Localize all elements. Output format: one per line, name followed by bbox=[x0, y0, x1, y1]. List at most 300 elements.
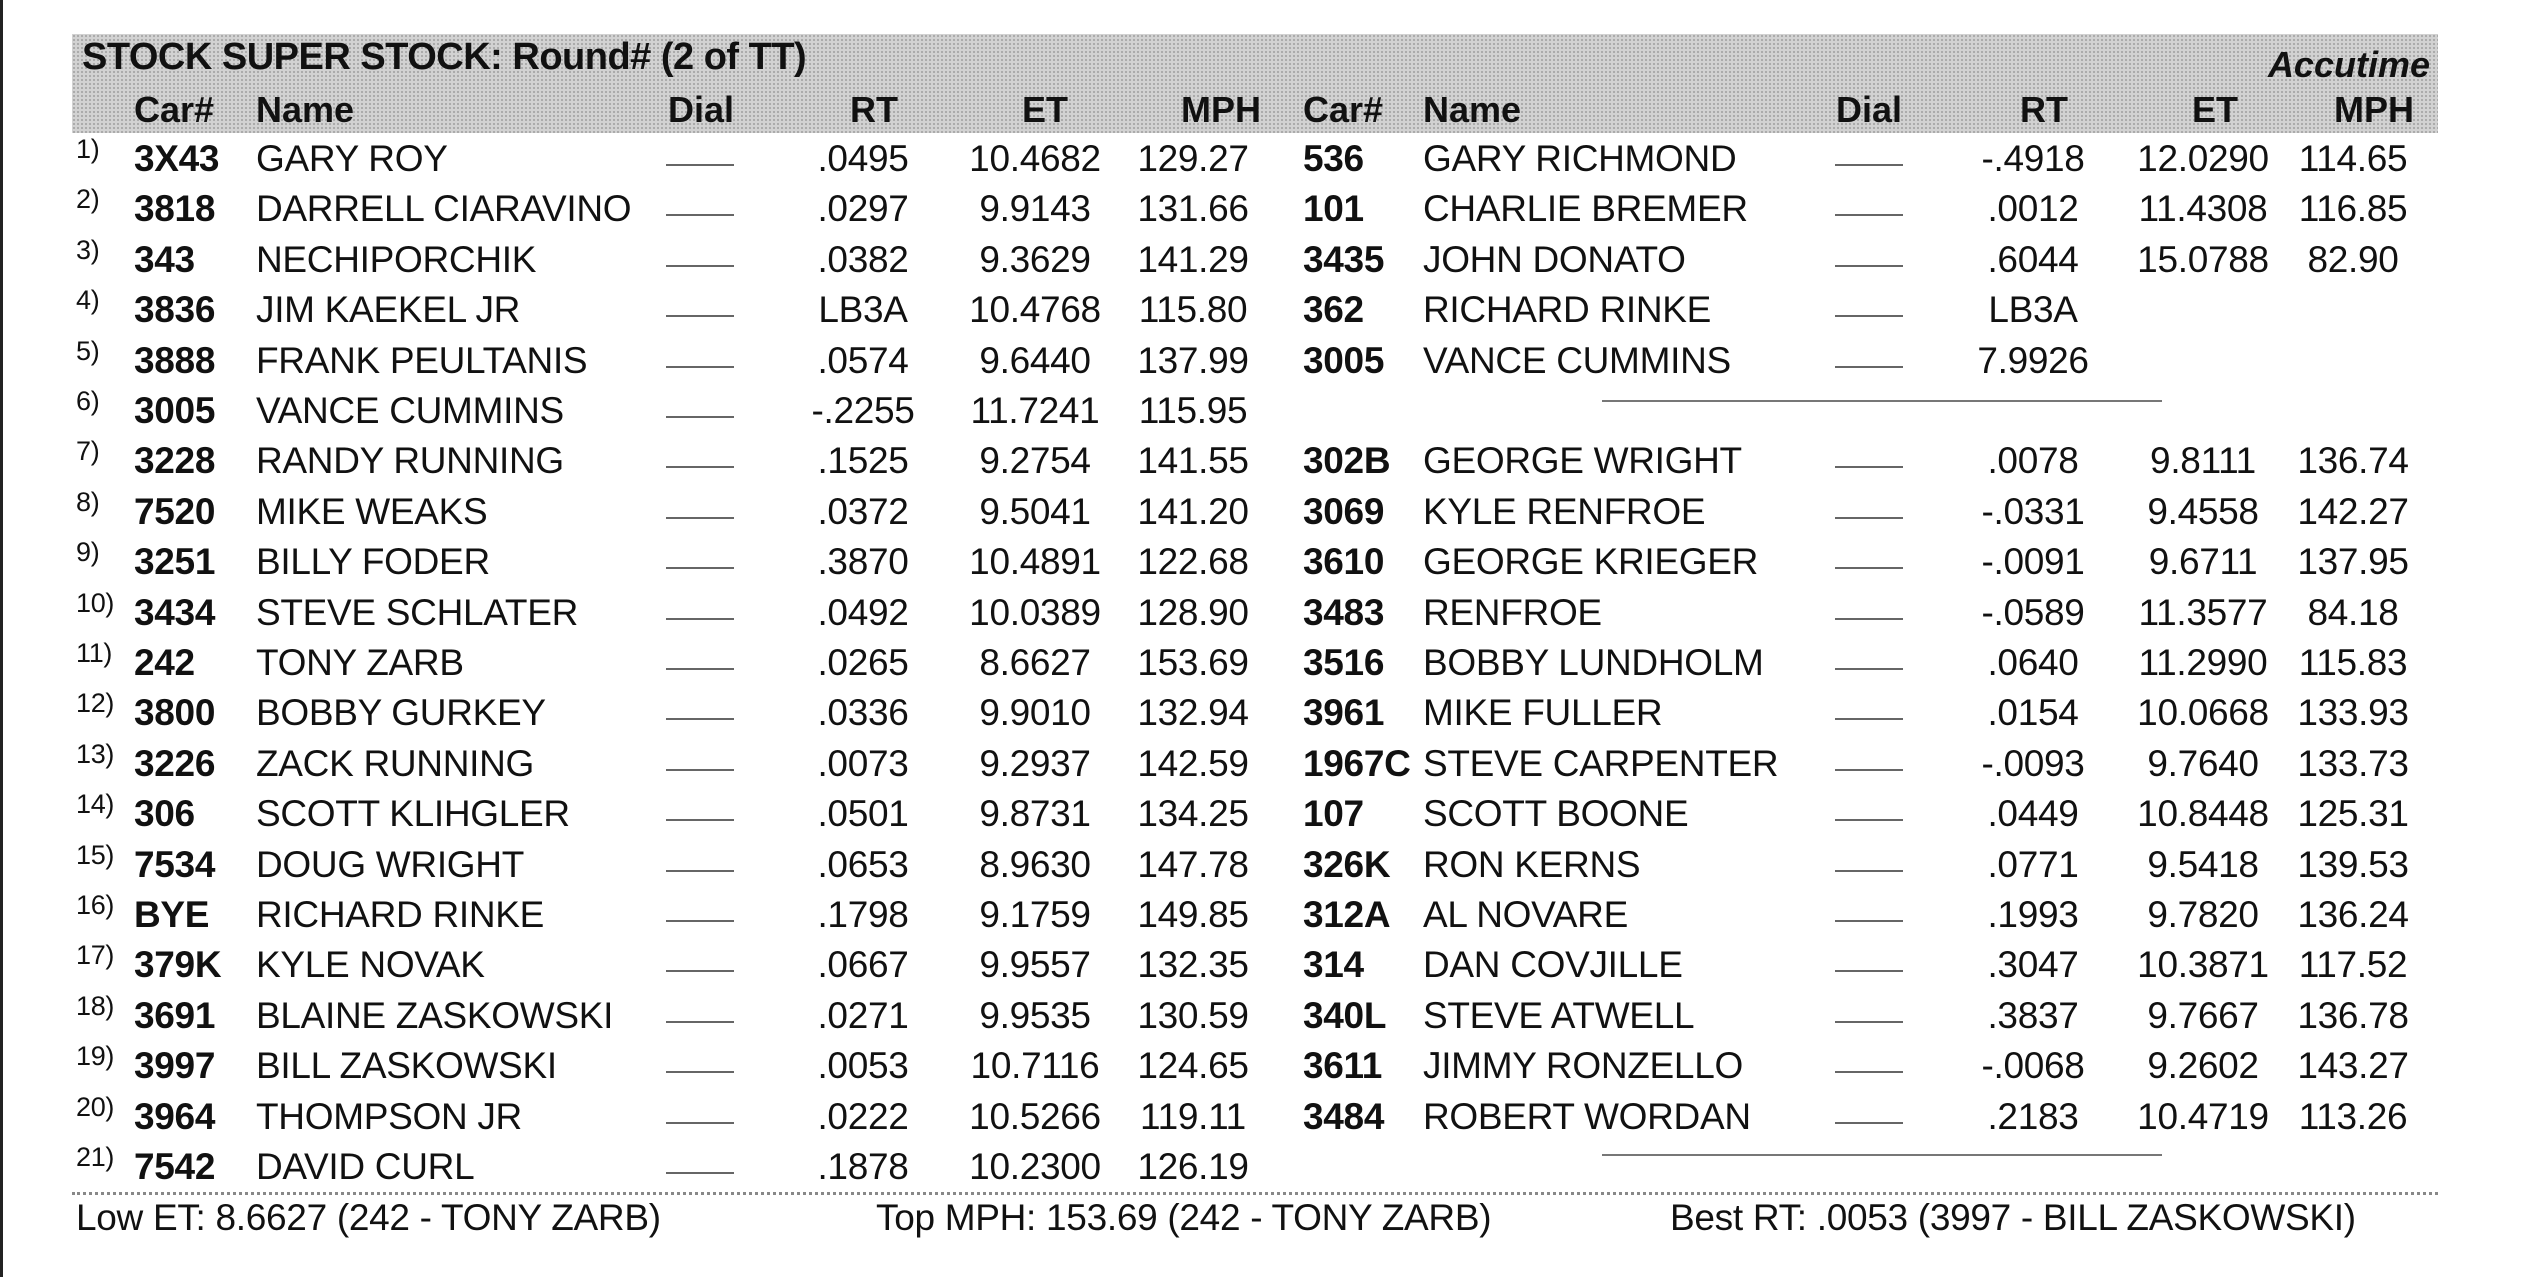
pair-number: 3) bbox=[76, 234, 100, 265]
left-car-number: 3997 bbox=[134, 1045, 216, 1087]
left-driver-name: VANCE CUMMINS bbox=[256, 390, 564, 431]
left-car-number: 3228 bbox=[134, 440, 216, 482]
left-speed-mph: 141.20 bbox=[1137, 490, 1249, 532]
col-header-dial-left: Dial bbox=[668, 89, 735, 130]
left-elapsed-time: 9.5041 bbox=[979, 490, 1091, 532]
pairing-row bbox=[72, 588, 2438, 638]
left-elapsed-time: 10.0389 bbox=[969, 591, 1101, 633]
left-reaction-time: LB3A bbox=[818, 289, 908, 331]
pairing-row bbox=[72, 436, 2438, 486]
right-car-number: 362 bbox=[1303, 289, 1364, 331]
left-car-number: 3691 bbox=[134, 994, 216, 1036]
right-speed-mph: 133.93 bbox=[2297, 692, 2409, 734]
right-driver-name: JIMMY RONZELLO bbox=[1423, 1045, 1743, 1087]
left-driver-name: TONY ZARB bbox=[256, 642, 464, 683]
left-dial-blank bbox=[666, 1021, 734, 1023]
right-speed-mph: 136.24 bbox=[2297, 894, 2409, 935]
left-elapsed-time: 9.9143 bbox=[979, 188, 1091, 230]
right-car-number: 3483 bbox=[1303, 591, 1385, 633]
right-dial-blank bbox=[1835, 164, 1903, 166]
right-car-number: 340L bbox=[1303, 994, 1387, 1036]
pair-number: 17) bbox=[76, 940, 115, 971]
left-elapsed-time: 10.4768 bbox=[969, 289, 1101, 331]
left-driver-name: BILLY FODER bbox=[256, 541, 490, 583]
right-elapsed-time: 9.8111 bbox=[2150, 440, 2256, 482]
pairing-row bbox=[72, 840, 2438, 890]
left-dial-blank bbox=[666, 1071, 734, 1073]
left-dial-blank bbox=[666, 466, 734, 468]
right-car-number: 326K bbox=[1303, 843, 1391, 885]
left-elapsed-time: 9.9535 bbox=[979, 994, 1091, 1036]
right-elapsed-time: 10.8448 bbox=[2137, 793, 2269, 835]
col-header-rt-right: RT bbox=[2020, 89, 2068, 130]
right-driver-name: CHARLIE BREMER bbox=[1423, 188, 1748, 230]
pairing-row bbox=[72, 688, 2438, 738]
pair-number: 1) bbox=[76, 134, 100, 164]
left-car-number: 3836 bbox=[134, 289, 216, 331]
pairing-row bbox=[72, 1092, 2438, 1142]
left-elapsed-time: 9.2754 bbox=[979, 440, 1091, 482]
left-car-number: 3226 bbox=[134, 742, 216, 784]
left-speed-mph: 122.68 bbox=[1137, 541, 1249, 583]
left-driver-name: SCOTT KLIHGLER bbox=[256, 793, 570, 835]
col-header-dial-right: Dial bbox=[1836, 89, 1903, 130]
left-elapsed-time: 10.5266 bbox=[969, 1095, 1101, 1137]
pair-number: 9) bbox=[76, 537, 100, 568]
right-elapsed-time: 11.3577 bbox=[2138, 591, 2268, 633]
right-driver-name: SCOTT BOONE bbox=[1423, 793, 1689, 835]
right-elapsed-time: 10.4719 bbox=[2137, 1095, 2269, 1137]
left-speed-mph: 149.85 bbox=[1137, 894, 1249, 935]
right-car-number: 536 bbox=[1303, 138, 1364, 179]
col-header-mph-left: MPH bbox=[1181, 89, 1261, 130]
left-elapsed-time: 11.7241 bbox=[970, 390, 1100, 431]
right-reaction-time: -.0589 bbox=[1981, 591, 2085, 633]
right-reaction-time: .1993 bbox=[1987, 894, 2079, 935]
pair-number: 20) bbox=[76, 1091, 115, 1122]
left-speed-mph: 132.94 bbox=[1137, 692, 1249, 734]
left-reaction-time: .0222 bbox=[817, 1095, 909, 1137]
col-header-mph-right: MPH bbox=[2334, 89, 2414, 130]
pairing-row bbox=[72, 789, 2438, 839]
right-elapsed-time: 15.0788 bbox=[2137, 238, 2269, 280]
pair-number: 18) bbox=[76, 990, 115, 1021]
right-reaction-time: -.0091 bbox=[1981, 541, 2085, 583]
pair-number: 14) bbox=[76, 789, 115, 820]
left-driver-name: JIM KAEKEL JR bbox=[256, 289, 521, 331]
left-dial-blank bbox=[666, 819, 734, 821]
left-dial-blank bbox=[666, 315, 734, 317]
pairing-row bbox=[72, 991, 2438, 1041]
right-elapsed-time: 9.6711 bbox=[2148, 541, 2258, 583]
col-header-car-right: Car# bbox=[1303, 89, 1384, 130]
col-header-et-left: ET bbox=[1022, 89, 1069, 130]
right-reaction-time: .0154 bbox=[1987, 692, 2079, 734]
right-elapsed-time: 9.2602 bbox=[2147, 1045, 2259, 1087]
left-driver-name: DARRELL CIARAVINO bbox=[256, 188, 632, 230]
left-elapsed-time: 9.9010 bbox=[979, 692, 1091, 734]
left-car-number: 7534 bbox=[134, 843, 216, 885]
right-elapsed-time: 12.0290 bbox=[2137, 138, 2269, 179]
right-elapsed-time: 9.7667 bbox=[2147, 994, 2259, 1036]
page-border bbox=[0, 0, 3, 1277]
right-speed-mph: 117.52 bbox=[2298, 944, 2408, 986]
right-elapsed-time: 9.5418 bbox=[2147, 843, 2259, 885]
right-driver-name: RON KERNS bbox=[1423, 843, 1641, 885]
right-driver-name: KYLE RENFROE bbox=[1423, 490, 1706, 532]
left-dial-blank bbox=[666, 718, 734, 720]
right-speed-mph: 139.53 bbox=[2297, 843, 2409, 885]
left-car-number: 7520 bbox=[134, 490, 216, 532]
pairing-row bbox=[72, 537, 2438, 587]
right-dial-blank bbox=[1835, 567, 1903, 569]
right-driver-name: GARY RICHMOND bbox=[1423, 138, 1737, 179]
left-reaction-time: .0382 bbox=[817, 238, 909, 280]
right-car-number: 3961 bbox=[1303, 692, 1385, 734]
right-speed-mph: 114.65 bbox=[2298, 138, 2408, 179]
right-car-number: 3611 bbox=[1303, 1045, 1383, 1087]
right-car-number: 3516 bbox=[1303, 642, 1385, 683]
left-elapsed-time: 9.2937 bbox=[979, 742, 1091, 784]
left-reaction-time: .0574 bbox=[817, 339, 909, 381]
left-reaction-time: .0667 bbox=[817, 944, 909, 986]
left-speed-mph: 129.27 bbox=[1137, 138, 1249, 179]
pairing-row bbox=[72, 487, 2438, 537]
left-elapsed-time: 9.1759 bbox=[979, 894, 1091, 935]
left-car-number: 3005 bbox=[134, 390, 216, 431]
left-dial-blank bbox=[666, 668, 734, 670]
right-reaction-time: .3047 bbox=[1987, 944, 2079, 986]
left-reaction-time: .0501 bbox=[817, 793, 909, 835]
pair-number: 15) bbox=[76, 839, 115, 870]
left-car-number: 3888 bbox=[134, 339, 216, 381]
right-elapsed-time: 10.0668 bbox=[2137, 692, 2269, 734]
left-driver-name: BLAINE ZASKOWSKI bbox=[256, 994, 614, 1036]
right-driver-name: RENFROE bbox=[1423, 591, 1602, 633]
footer-divider bbox=[72, 1192, 2438, 1195]
right-reaction-time: .0771 bbox=[1987, 843, 2079, 885]
left-car-number: 379K bbox=[134, 944, 222, 986]
right-dial-blank bbox=[1835, 668, 1903, 670]
left-speed-mph: 141.55 bbox=[1137, 440, 1249, 482]
results-sheet bbox=[72, 34, 2438, 1264]
pairing-row bbox=[72, 285, 2438, 335]
left-elapsed-time: 10.4891 bbox=[969, 541, 1101, 583]
right-dial-blank bbox=[1835, 618, 1903, 620]
pair-number: 6) bbox=[76, 386, 100, 416]
right-dial-blank bbox=[1835, 1021, 1903, 1023]
pair-number: 13) bbox=[76, 738, 115, 769]
right-car-number: 3610 bbox=[1303, 541, 1385, 583]
left-elapsed-time: 9.3629 bbox=[979, 238, 1091, 280]
right-reaction-time: LB3A bbox=[1988, 289, 2078, 331]
pairing-row bbox=[72, 386, 2438, 436]
left-dial-blank bbox=[666, 164, 734, 166]
left-speed-mph: 126.19 bbox=[1137, 1146, 1249, 1187]
left-car-number: 3X43 bbox=[134, 138, 220, 179]
right-driver-name: STEVE ATWELL bbox=[1423, 994, 1695, 1036]
right-reaction-time: .3837 bbox=[1987, 994, 2079, 1036]
right-speed-mph: 136.78 bbox=[2297, 994, 2409, 1036]
pairing-row bbox=[72, 739, 2438, 789]
pair-number: 10) bbox=[76, 587, 115, 618]
right-dial-blank bbox=[1835, 214, 1903, 216]
left-car-number: 7542 bbox=[134, 1146, 216, 1187]
left-reaction-time: .0271 bbox=[817, 994, 909, 1036]
left-elapsed-time: 9.9557 bbox=[979, 944, 1091, 986]
right-car-number: 314 bbox=[1303, 944, 1364, 986]
pair-number: 21) bbox=[76, 1142, 115, 1172]
pairing-row bbox=[72, 638, 2438, 688]
left-reaction-time: .0492 bbox=[817, 591, 909, 633]
right-reaction-time: -.0068 bbox=[1981, 1045, 2085, 1087]
left-driver-name: RICHARD RINKE bbox=[256, 894, 545, 935]
right-car-number: 107 bbox=[1303, 793, 1364, 835]
left-driver-name: THOMPSON JR bbox=[256, 1095, 522, 1137]
left-dial-blank bbox=[666, 769, 734, 771]
left-car-number: 3434 bbox=[134, 591, 216, 633]
right-elapsed-time: 10.3871 bbox=[2137, 944, 2269, 986]
right-dial-blank bbox=[1835, 1122, 1903, 1124]
right-speed-mph: 115.83 bbox=[2298, 642, 2408, 683]
right-reaction-time: .0078 bbox=[1987, 440, 2079, 482]
left-driver-name: BILL ZASKOWSKI bbox=[256, 1045, 557, 1087]
col-header-name-left: Name bbox=[256, 89, 355, 130]
right-driver-name: JOHN DONATO bbox=[1423, 238, 1686, 280]
low-et-summary: Low ET: 8.6627 (242 - TONY ZARB) bbox=[76, 1197, 661, 1238]
right-dial-blank bbox=[1835, 718, 1903, 720]
col-header-et-right: ET bbox=[2192, 89, 2239, 130]
right-elapsed-time: 9.7820 bbox=[2147, 894, 2259, 935]
right-driver-name: GEORGE KRIEGER bbox=[1423, 541, 1759, 583]
left-speed-mph: 115.80 bbox=[1138, 289, 1248, 331]
pairing-row bbox=[72, 1142, 2438, 1192]
right-reaction-time: -.0093 bbox=[1981, 742, 2085, 784]
left-reaction-time: .1878 bbox=[817, 1146, 909, 1187]
pair-number: 19) bbox=[76, 1041, 115, 1072]
right-speed-mph: 136.74 bbox=[2297, 440, 2409, 482]
right-reaction-time: .0640 bbox=[1987, 642, 2079, 683]
right-driver-name: RICHARD RINKE bbox=[1423, 289, 1712, 331]
left-driver-name: NECHIPORCHIK bbox=[256, 238, 537, 280]
left-reaction-time: .0495 bbox=[817, 138, 909, 179]
left-car-number: 242 bbox=[134, 642, 195, 683]
pair-number: 11) bbox=[76, 638, 113, 668]
right-car-number: 312A bbox=[1303, 894, 1391, 935]
left-driver-name: MIKE WEAKS bbox=[256, 490, 488, 532]
right-reaction-time: 7.9926 bbox=[1977, 339, 2089, 381]
left-driver-name: KYLE NOVAK bbox=[256, 944, 485, 986]
left-dial-blank bbox=[666, 920, 734, 922]
left-driver-name: RANDY RUNNING bbox=[256, 440, 564, 482]
left-elapsed-time: 10.7116 bbox=[970, 1045, 1100, 1087]
left-reaction-time: .0297 bbox=[817, 188, 909, 230]
right-dial-blank bbox=[1835, 517, 1903, 519]
left-driver-name: STEVE SCHLATER bbox=[256, 591, 579, 633]
left-reaction-time: .0653 bbox=[817, 843, 909, 885]
left-dial-blank bbox=[666, 366, 734, 368]
right-speed-mph: 133.73 bbox=[2297, 742, 2409, 784]
left-speed-mph: 131.66 bbox=[1137, 188, 1249, 230]
left-dial-blank bbox=[666, 567, 734, 569]
right-car-number: 1967C bbox=[1303, 742, 1411, 784]
left-speed-mph: 128.90 bbox=[1137, 591, 1249, 633]
left-reaction-time: -.2255 bbox=[811, 390, 915, 431]
right-car-number: 302B bbox=[1303, 440, 1391, 482]
right-speed-mph: 125.31 bbox=[2297, 793, 2409, 835]
right-dial-blank bbox=[1835, 315, 1903, 317]
left-reaction-time: .0372 bbox=[817, 490, 909, 532]
left-driver-name: FRANK PEULTANIS bbox=[256, 339, 588, 381]
right-speed-mph: 143.27 bbox=[2297, 1045, 2409, 1087]
pairing-row bbox=[72, 890, 2438, 940]
left-reaction-time: .1525 bbox=[817, 440, 909, 482]
pairing-row bbox=[72, 184, 2438, 234]
right-driver-name: DAN COVJILLE bbox=[1423, 944, 1683, 986]
left-dial-blank bbox=[666, 618, 734, 620]
left-driver-name: DAVID CURL bbox=[256, 1146, 475, 1187]
left-car-number: 3800 bbox=[134, 692, 216, 734]
right-reaction-time: .0012 bbox=[1987, 188, 2079, 230]
left-car-number: 3251 bbox=[134, 541, 216, 583]
left-reaction-time: .0053 bbox=[817, 1045, 909, 1087]
right-driver-name: BOBBY LUNDHOLM bbox=[1423, 642, 1764, 683]
pair-number: 16) bbox=[76, 890, 115, 920]
right-speed-mph: 116.85 bbox=[2298, 188, 2408, 230]
left-speed-mph: 141.29 bbox=[1137, 238, 1249, 280]
left-dial-blank bbox=[666, 970, 734, 972]
left-speed-mph: 137.99 bbox=[1137, 339, 1249, 381]
right-elapsed-time: 11.4308 bbox=[2138, 188, 2268, 230]
left-driver-name: GARY ROY bbox=[256, 138, 448, 179]
left-dial-blank bbox=[666, 416, 734, 418]
round-title: STOCK SUPER STOCK: Round# (2 of TT) bbox=[82, 36, 807, 78]
col-header-car-left: Car# bbox=[134, 89, 215, 130]
right-car-number: 3484 bbox=[1303, 1095, 1385, 1137]
empty-lane-rule bbox=[1602, 400, 2162, 402]
right-reaction-time: .2183 bbox=[1987, 1095, 2079, 1137]
left-speed-mph: 119.11 bbox=[1140, 1095, 1246, 1137]
left-dial-blank bbox=[666, 1122, 734, 1124]
empty-lane-rule bbox=[1602, 1154, 2162, 1156]
right-reaction-time: .6044 bbox=[1987, 238, 2079, 280]
left-car-number: 3818 bbox=[134, 188, 216, 230]
left-elapsed-time: 9.8731 bbox=[979, 793, 1091, 835]
right-dial-blank bbox=[1835, 870, 1903, 872]
left-car-number: 3964 bbox=[134, 1095, 216, 1137]
right-speed-mph: 137.95 bbox=[2297, 541, 2409, 583]
right-car-number: 3069 bbox=[1303, 490, 1385, 532]
left-reaction-time: .0336 bbox=[817, 692, 909, 734]
left-dial-blank bbox=[666, 517, 734, 519]
left-elapsed-time: 9.6440 bbox=[979, 339, 1091, 381]
left-elapsed-time: 8.6627 bbox=[979, 642, 1091, 683]
right-car-number: 3005 bbox=[1303, 339, 1385, 381]
pairing-row bbox=[72, 336, 2438, 386]
left-reaction-time: .1798 bbox=[817, 894, 909, 935]
right-elapsed-time: 9.4558 bbox=[2147, 490, 2259, 532]
pair-number: 5) bbox=[76, 335, 100, 366]
col-header-rt-left: RT bbox=[850, 89, 898, 130]
left-reaction-time: .3870 bbox=[817, 541, 909, 583]
left-dial-blank bbox=[666, 214, 734, 216]
right-elapsed-time: 11.2990 bbox=[2138, 642, 2268, 683]
right-reaction-time: -.4918 bbox=[1981, 138, 2085, 179]
best-rt-summary: Best RT: .0053 (3997 - BILL ZASKOWSKI) bbox=[1670, 1197, 2356, 1238]
left-car-number: 306 bbox=[134, 793, 195, 835]
right-elapsed-time: 9.7640 bbox=[2147, 742, 2259, 784]
left-speed-mph: 147.78 bbox=[1137, 843, 1249, 885]
pair-number: 2) bbox=[76, 184, 100, 215]
left-dial-blank bbox=[666, 870, 734, 872]
right-driver-name: VANCE CUMMINS bbox=[1423, 339, 1731, 381]
right-dial-blank bbox=[1835, 970, 1903, 972]
pairing-row bbox=[72, 1041, 2438, 1091]
left-driver-name: DOUG WRIGHT bbox=[256, 843, 525, 885]
right-dial-blank bbox=[1835, 920, 1903, 922]
left-elapsed-time: 10.4682 bbox=[969, 138, 1101, 179]
pairing-row bbox=[72, 235, 2438, 285]
pairing-row bbox=[72, 940, 2438, 990]
right-dial-blank bbox=[1835, 819, 1903, 821]
right-dial-blank bbox=[1835, 366, 1903, 368]
pair-number: 7) bbox=[76, 436, 100, 467]
left-elapsed-time: 10.2300 bbox=[969, 1146, 1101, 1187]
left-elapsed-time: 8.9630 bbox=[979, 843, 1091, 885]
left-dial-blank bbox=[666, 1172, 734, 1174]
right-driver-name: MIKE FULLER bbox=[1423, 692, 1663, 734]
left-speed-mph: 153.69 bbox=[1137, 642, 1249, 683]
right-dial-blank bbox=[1835, 1071, 1903, 1073]
right-driver-name: GEORGE WRIGHT bbox=[1423, 440, 1742, 482]
left-speed-mph: 115.95 bbox=[1138, 390, 1248, 431]
right-driver-name: ROBERT WORDAN bbox=[1423, 1095, 1751, 1137]
right-speed-mph: 113.26 bbox=[2298, 1095, 2408, 1137]
right-dial-blank bbox=[1835, 265, 1903, 267]
right-car-number: 101 bbox=[1303, 188, 1364, 230]
left-speed-mph: 142.59 bbox=[1137, 742, 1249, 784]
right-driver-name: AL NOVARE bbox=[1423, 894, 1628, 935]
left-car-number: 343 bbox=[134, 238, 195, 280]
right-car-number: 3435 bbox=[1303, 238, 1385, 280]
left-driver-name: ZACK RUNNING bbox=[256, 742, 535, 784]
pair-number: 8) bbox=[76, 486, 100, 517]
left-car-number: BYE bbox=[134, 894, 210, 935]
left-reaction-time: .0265 bbox=[817, 642, 909, 683]
results-header bbox=[72, 34, 2438, 133]
pair-number: 12) bbox=[76, 688, 115, 719]
left-speed-mph: 130.59 bbox=[1137, 994, 1249, 1036]
left-reaction-time: .0073 bbox=[817, 742, 909, 784]
right-speed-mph: 84.18 bbox=[2307, 591, 2399, 633]
right-speed-mph: 142.27 bbox=[2297, 490, 2409, 532]
right-dial-blank bbox=[1835, 769, 1903, 771]
timing-brand: Accutime bbox=[2267, 44, 2430, 85]
left-speed-mph: 124.65 bbox=[1137, 1045, 1249, 1087]
left-speed-mph: 132.35 bbox=[1137, 944, 1249, 986]
left-speed-mph: 134.25 bbox=[1137, 793, 1249, 835]
top-mph-summary: Top MPH: 153.69 (242 - TONY ZARB) bbox=[876, 1197, 1492, 1238]
pairing-row bbox=[72, 134, 2438, 184]
pair-number: 4) bbox=[76, 285, 100, 316]
col-header-name-right: Name bbox=[1423, 89, 1522, 130]
left-dial-blank bbox=[666, 265, 734, 267]
right-dial-blank bbox=[1835, 466, 1903, 468]
right-speed-mph: 82.90 bbox=[2307, 238, 2399, 280]
right-reaction-time: .0449 bbox=[1987, 793, 2079, 835]
left-driver-name: BOBBY GURKEY bbox=[256, 692, 546, 734]
right-driver-name: STEVE CARPENTER bbox=[1423, 742, 1779, 784]
